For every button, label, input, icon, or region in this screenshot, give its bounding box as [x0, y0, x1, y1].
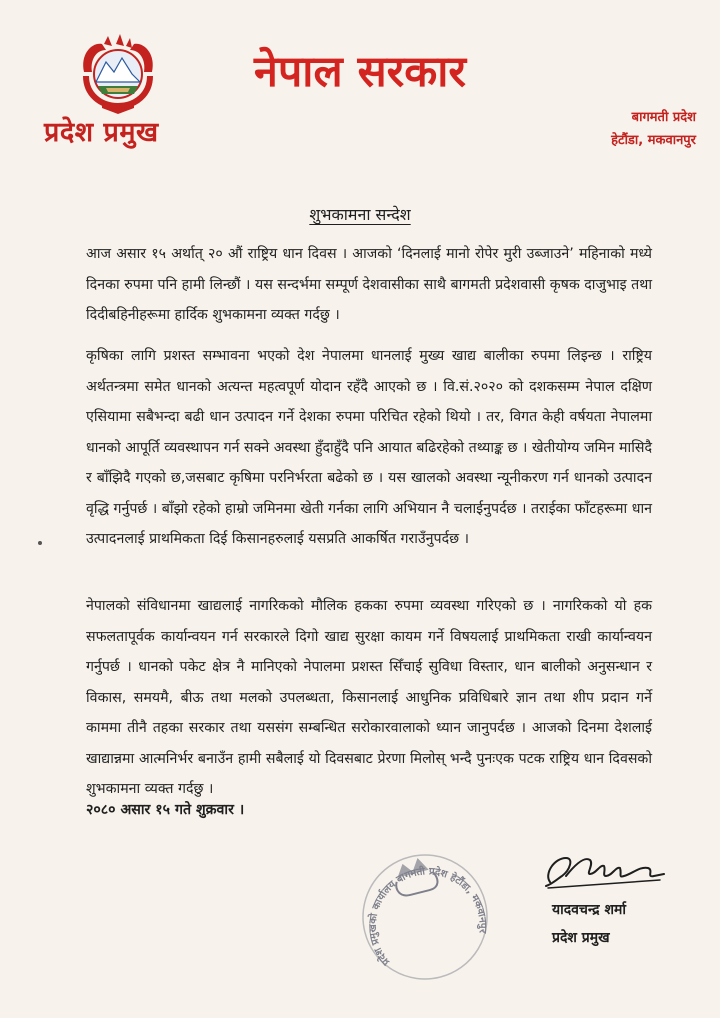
- letter-date: २०८० असार १५ गते शुक्रवार ।: [86, 802, 245, 818]
- svg-text:प्रदेश प्रमुखको कार्यालय बागमत: [354, 852, 493, 970]
- address-province: बागमती प्रदेश: [631, 110, 696, 125]
- office-address: [611, 106, 696, 152]
- signatory-title: प्रदेश प्रमुख: [552, 930, 610, 946]
- margin-mark: [38, 541, 42, 545]
- letter-paragraph-2: कृषिका लागि प्रशस्त सम्भावना भएको देश नेपालमा धानलाई मुख्य खाद्य बालीका रुपमा लिइन्छ । राष्ट्रिय अर्थतन्त्रमा समेत धानको अत्यन्त महत्वपूर्ण योदान रहँदै आएको छ । वि.सं.२०२० को दशकसम्म नेपाल दक्षिण एसियामा सबैभन्दा बढी धान उत्पादन गर्ने देशका रुपमा परिचित रहेको थियो । तर, विगत केही वर्षयता नेपालमा धानको आपूर्ति व्यवस्थापन गर्न सक्ने अवस्था हुँदाहुँदै पनि आयात बढिरहेको तथ्याङ्क छ । खेतीयोग्य जमिन मासिदै र बाँझिदै गएको छ,जसबाट कृषिमा परनिर्भरता बढेको छ । यस खालको अवस्था न्यूनीकरण गर्न धानको उत्पादन वृद्धि गर्नुपर्छ । बाँझो रहेको हाम्रो जमिनमा खेती गर्नका लागि अभियान नै चलाईनुपर्दछ । तराईका फाँटहरूमा धान उत्पादनलाई प्राथमिकता दिई किसानहरुलाई यसप्रति आकर्षित गराउँनुपर्दछ ।: [86, 348, 652, 547]
- office-seal-icon: [350, 842, 500, 992]
- signature-icon: [540, 844, 670, 896]
- letter-subject: शुभकामना सन्देश: [309, 205, 411, 224]
- letter-paragraph-1: आज असार १५ अर्थात् २० औं राष्ट्रिय धान दिवस । आजको ‘दिनलाई मानो रोपेर मुरी उब्जाउने’ महिनाको मध्ये दिनका रुपमा पनि हामी लिन्छौं । यस सन्दर्भमा सम्पूर्ण देशवासीका साथै बागमती प्रदेशवासी कृषक दाजुभाइ तथा दिदीबहिनीहरूमा हार्दिक शुभकामना व्यक्त गर्दछु ।: [86, 246, 652, 323]
- government-title: नेपाल सरकार: [254, 47, 466, 97]
- signatory-name: यादवचन्द्र शर्मा: [552, 902, 627, 918]
- signatory-block: [552, 896, 626, 952]
- office-name: प्रदेश प्रमुख: [44, 117, 159, 148]
- letter-paragraph-3: नेपालको संविधानमा खाद्यलाई नागरिकको मौलिक हकका रुपमा व्यवस्था गरिएको छ । नागरिकको यो हक सफलतापूर्वक कार्यान्वयन गर्न सरकारले दिगो खाद्य सुरक्षा कायम गर्ने विषयलाई प्राथमिकता राखी कार्यान्वयन गर्नुपर्छ । धानको पकेट क्षेत्र नै मानिएको नेपालमा प्रशस्त सिँचाई सुविधा विस्तार, धान बालीको अनुसन्धान र विकास, समयमै, बीऊ तथा मलको उपलब्धता, किसानलाई आधुनिक प्रविधिबारे ज्ञान तथा शीप प्रदान गर्ने काममा तीनै तहका सरकार तथा यससंग सम्बन्धित सरोकारवालाको ध्यान जानुपर्दछ । आजको दिनमा देशलाई खाद्यान्नमा आत्मनिर्भर बनाउँन हामी सबैलाई यो दिवसबाट प्रेरणा मिलोस् भन्दै पुनःएक पटक राष्ट्रिय धान दिवसको शुभकामना व्यक्त गर्दछु ।: [86, 598, 652, 797]
- seal-text: प्रदेश प्रमुखको कार्यालय बागमती प्रदेश हेटौंडा, मकवानपुर: [367, 866, 488, 968]
- address-city: हेटौंडा, मकवानपुर: [611, 133, 696, 148]
